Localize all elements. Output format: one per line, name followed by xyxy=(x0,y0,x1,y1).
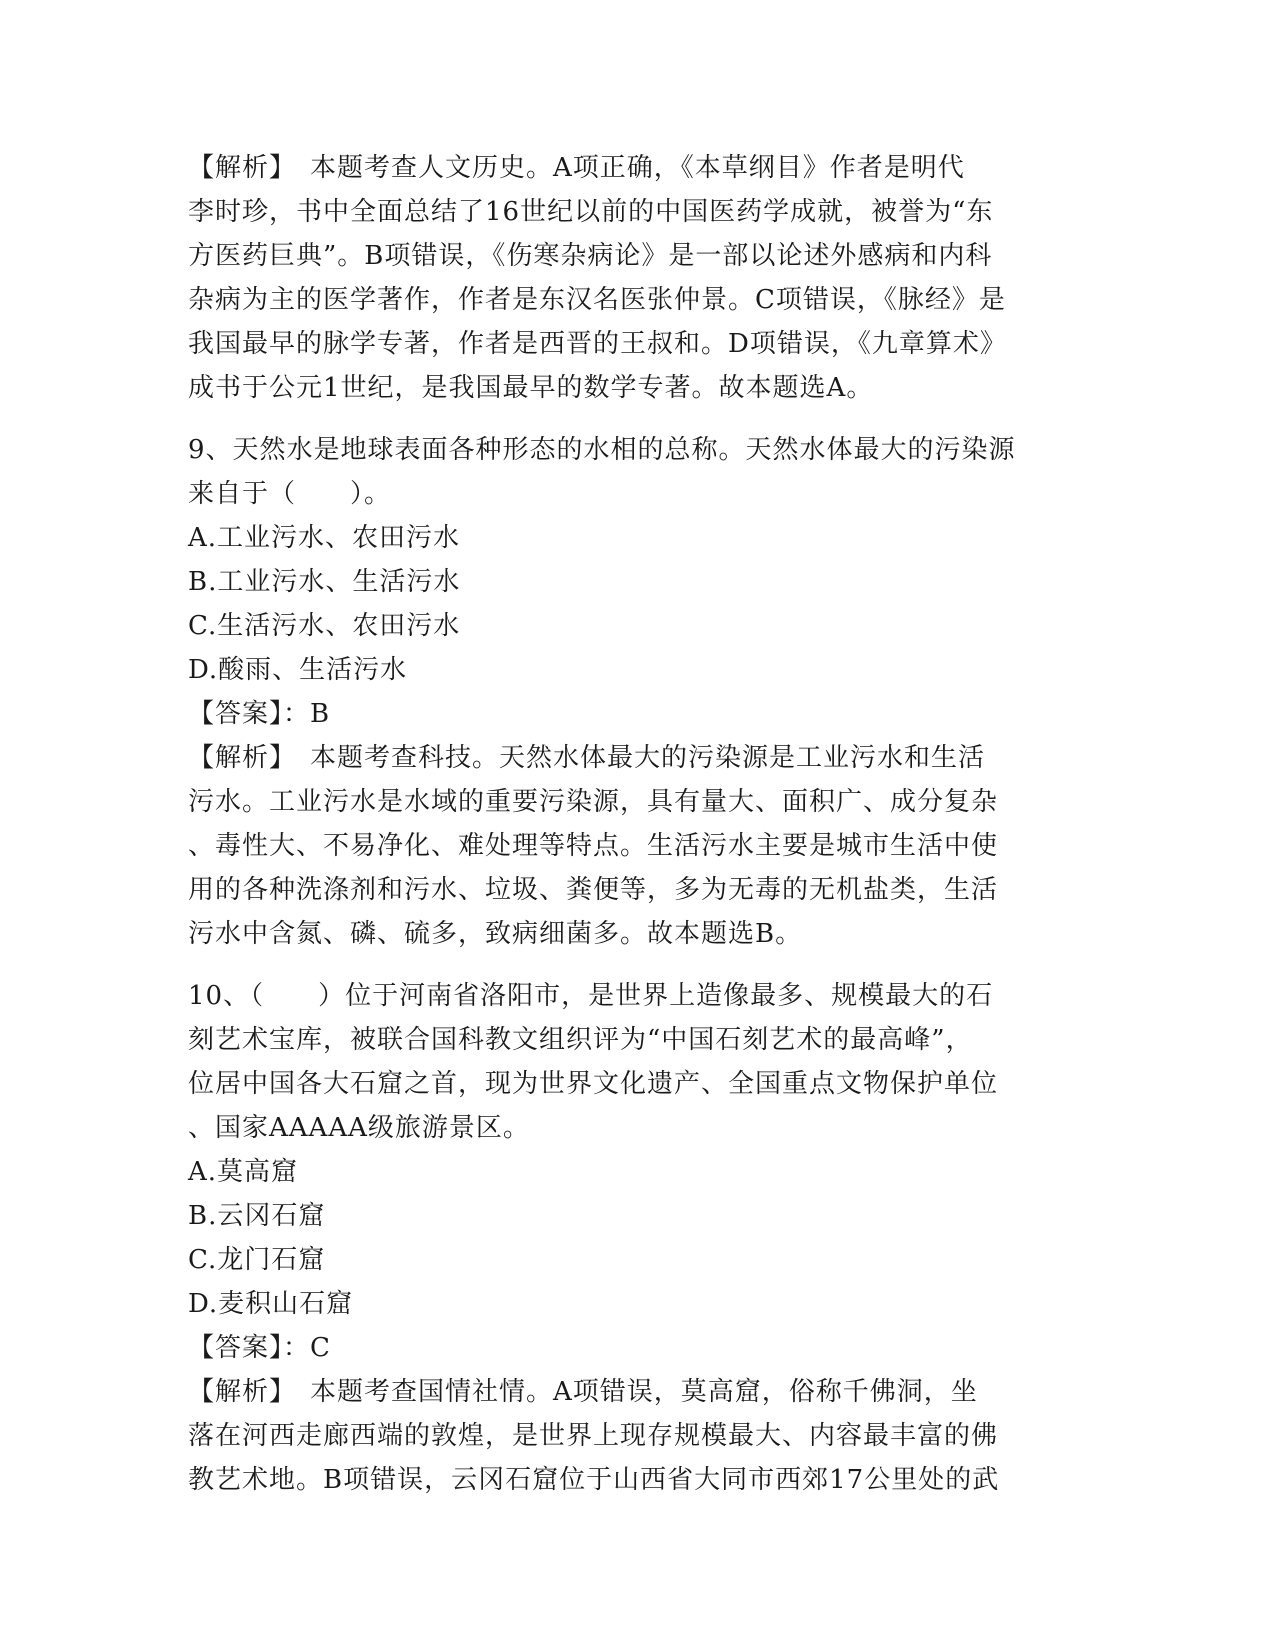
analysis-line: 【解析】 本题考查科技。天然水体最大的污染源是工业污水和生活 xyxy=(188,743,986,773)
document-page xyxy=(188,146,1088,1502)
option-c: C.龙门石窟 xyxy=(188,1245,326,1275)
analysis-line: 用的各种洗涤剂和污水、垃圾、粪便等，多为无毒的无机盐类，生活 xyxy=(188,875,999,905)
text-line: 杂病为主的医学著作，作者是东汉名医张仲景。C项错误，《脉经》是 xyxy=(188,285,1006,315)
text-line: 方医药巨典”。B项错误，《伤寒杂病论》是一部以论述外感病和内科 xyxy=(188,241,993,271)
analysis-line: 污水中含氮、磷、硫多，致病细菌多。故本题选B。 xyxy=(188,919,803,949)
question-10 xyxy=(188,974,1088,1502)
analysis-line: 【解析】 本题考查国情社情。A项错误，莫高窟，俗称千佛洞，坐 xyxy=(188,1377,978,1407)
option-d: D.麦积山石窟 xyxy=(188,1289,354,1319)
option-b: B.云冈石窟 xyxy=(188,1201,326,1231)
analysis-q8 xyxy=(188,146,1088,410)
answer-line: 【答案】：B xyxy=(188,699,331,729)
text-line: 成书于公元1世纪，是我国最早的数学专著。故本题选A。 xyxy=(188,373,874,403)
option-c: C.生活污水、农田污水 xyxy=(188,611,461,641)
question-stem: 、国家AAAAA级旅游景区。 xyxy=(188,1113,530,1143)
option-d: D.酸雨、生活污水 xyxy=(188,655,408,685)
analysis-line: 污水。工业污水是水域的重要污染源，具有量大、面积广、成分复杂 xyxy=(188,787,999,817)
text-line: 我国最早的脉学专著，作者是西晋的王叔和。D项错误，《九章算术》 xyxy=(188,329,1007,359)
option-a: A.莫高窟 xyxy=(188,1157,299,1187)
question-stem: 10、（ ）位于河南省洛阳市，是世界上造像最多、规模最大的石 xyxy=(188,981,994,1011)
analysis-line: 落在河西走廊西端的敦煌，是世界上现存规模最大、内容最丰富的佛 xyxy=(188,1421,999,1451)
text-line: 李时珍，书中全面总结了16世纪以前的中国医药学成就，被誉为“东 xyxy=(188,197,994,227)
analysis-line: 、毒性大、不易净化、难处理等特点。生活污水主要是城市生活中使 xyxy=(188,831,999,861)
question-stem: 位居中国各大石窟之首，现为世界文化遗产、全国重点文物保护单位 xyxy=(188,1069,999,1099)
question-9 xyxy=(188,428,1088,956)
paragraph-gap xyxy=(188,410,1088,428)
paragraph-gap xyxy=(188,956,1088,974)
text-line: 【解析】 本题考查人文历史。A项正确，《本草纲目》作者是明代 xyxy=(188,153,965,183)
option-b: B.工业污水、生活污水 xyxy=(188,567,461,597)
question-stem: 来自于（ ）。 xyxy=(188,479,392,509)
question-stem: 9、天然水是地球表面各种形态的水相的总称。天然水体最大的污染源 xyxy=(188,435,1016,465)
answer-line: 【答案】：C xyxy=(188,1333,331,1363)
analysis-line: 教艺术地。B项错误，云冈石窟位于山西省大同市西郊17公里处的武 xyxy=(188,1465,1000,1495)
question-stem: 刻艺术宝库，被联合国科教文组织评为“中国石刻艺术的最高峰”， xyxy=(188,1025,973,1055)
option-a: A.工业污水、农田污水 xyxy=(188,523,461,553)
